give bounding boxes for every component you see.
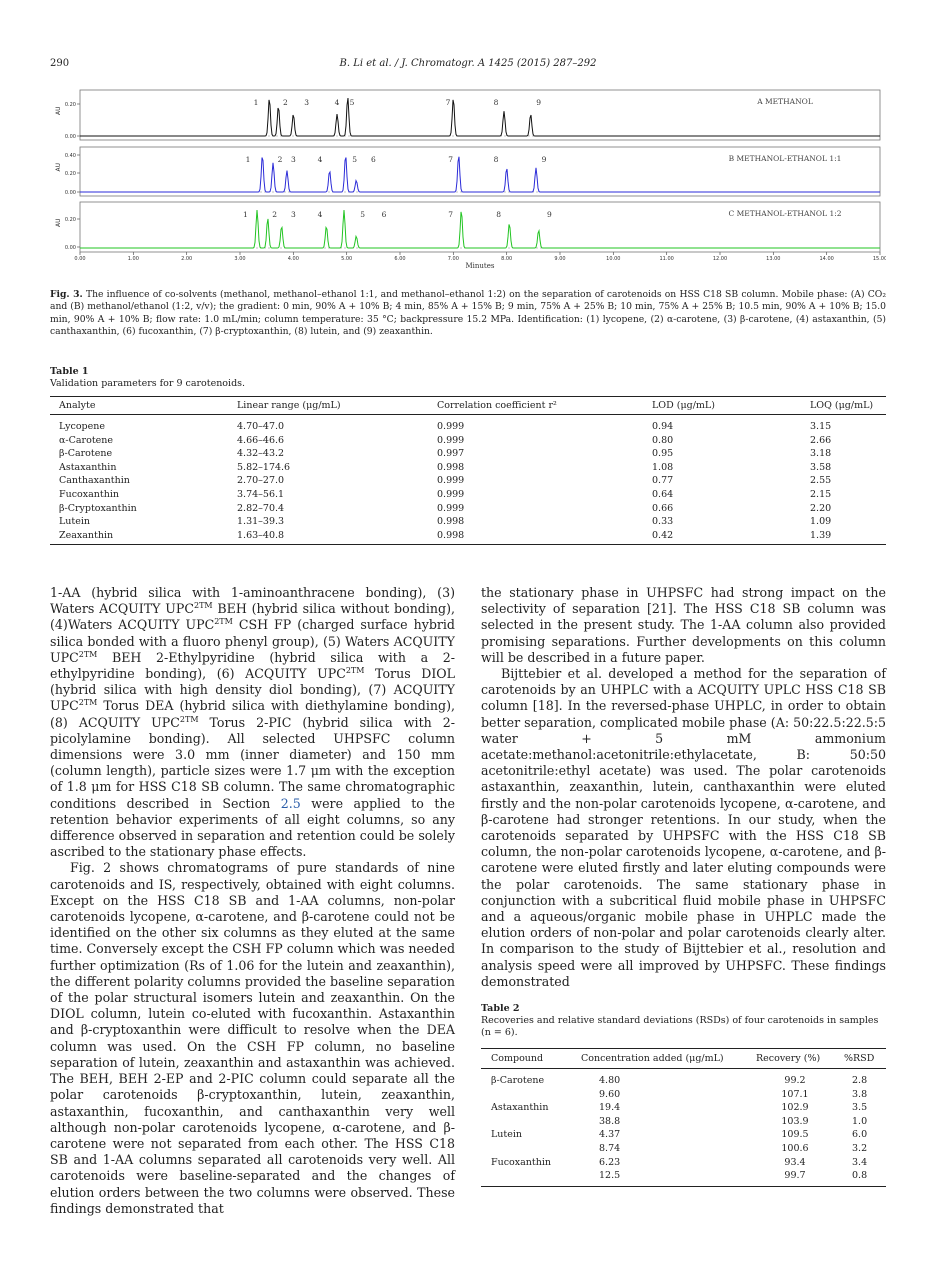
peak-label: 2	[277, 155, 283, 164]
table-cell: 0.77	[652, 475, 674, 487]
x-tick-label: 3.00	[234, 256, 246, 262]
x-tick-label: 13.00	[766, 256, 781, 262]
table1-header: Correlation coefficient r²	[428, 397, 643, 415]
table-cell: 9.60	[599, 1088, 621, 1100]
table-cell: 100.6	[781, 1142, 809, 1154]
y-tick-label: 0.20	[64, 171, 76, 177]
table-cell: 3.5	[852, 1102, 868, 1114]
table-cell: 3.2	[852, 1142, 868, 1154]
table-cell: 2.55	[810, 475, 832, 487]
table1-header: LOQ (μg/mL)	[801, 397, 886, 415]
y-tick-label: 0.00	[64, 245, 76, 251]
table-cell: 12.5	[571, 1169, 746, 1186]
page-number: 290	[50, 58, 70, 69]
table-cell: 3.8	[852, 1088, 868, 1100]
panel-label: C METHANOL-ETHANOL 1:2	[728, 209, 842, 218]
peak-label: 7	[445, 98, 451, 107]
table-cell: 2.82–70.4	[237, 502, 285, 514]
x-tick-label: 2.00	[181, 256, 193, 262]
table-cell: 0.8	[834, 1169, 886, 1186]
x-tick-label: 10.00	[606, 256, 621, 262]
table-cell: 0.66	[652, 502, 674, 514]
table-cell: Lutein	[491, 1129, 523, 1141]
y-axis-label: AU	[55, 106, 62, 115]
table-cell: Zeaxanthin	[50, 529, 228, 545]
x-tick-label: 11.00	[659, 256, 674, 262]
peak-label: 3	[304, 98, 310, 107]
table-cell: 6.23	[599, 1156, 621, 1168]
table-cell: 0.998	[437, 516, 465, 528]
table-cell: 0.999	[437, 421, 465, 432]
table-cell: 2.20	[810, 502, 832, 514]
peak-label: 5	[349, 98, 355, 107]
peak-label: 2	[272, 210, 278, 219]
table-cell: Lycopene	[59, 421, 105, 432]
table-row	[50, 461, 886, 475]
x-tick-label: 5.00	[341, 256, 353, 262]
panel-label: B METHANOL-ETHANOL 1:1	[728, 154, 842, 163]
table-row	[50, 488, 886, 502]
table-cell: 1.08	[652, 461, 674, 473]
table-row	[50, 515, 886, 529]
peak-label: 3	[290, 210, 296, 219]
table-cell: 1.63–40.8	[228, 529, 428, 545]
table-cell: Lutein	[59, 516, 91, 528]
peak-label: 9	[536, 98, 542, 107]
table2-title: Table 2	[481, 1003, 520, 1014]
table-cell: 4.66–46.6	[237, 434, 285, 446]
table2-body	[481, 1069, 886, 1187]
table2-caption-text: Recoveries and relative standard deviations (RSDs) of four carotenoids in samples (n = 6).	[481, 1015, 879, 1038]
table-cell: 0.95	[652, 448, 674, 460]
table-row	[50, 434, 886, 448]
table-cell: 0.998	[428, 529, 643, 545]
table2-header: Recovery (%)	[746, 1049, 834, 1069]
peak-label: 6	[381, 210, 387, 219]
table-cell	[481, 1115, 571, 1129]
y-axis-label: AU	[55, 163, 62, 172]
y-tick-label: 0.00	[64, 190, 76, 196]
figure-caption-text: The influence of co-solvents (methanol, methanol–ethanol 1:1, and methanol–ethanol 1:2) on the separation of carotenoids on HSS C18 SB column. Mobile phase: (A) CO₂ and (B) methanol/ethanol (1:2, v/v); the gradient: 0 min, 90% A + 10% B; 4 min, 85% A + 15% B; 9 min, 75% A + 25% B; 10 min, 75% A + 25% B; 10.5 min, 90% A + 10% B; 15.0 min, 90% A + 10% B; flow rate: 1.0 mL/min; column temperature: 35 °C; backpressure 15.2 MPa. Identification: (1) lycopene, (2) α-carotene, (3) β-carotene, (4) astaxanthin, (5) canthaxanthin, (6) fucoxanthin, (7) β-cryptoxanthin, (8) lutein, and (9) zeaxanthin.	[50, 289, 886, 338]
table-cell: 103.9	[781, 1115, 809, 1127]
table-cell: 0.999	[437, 488, 465, 500]
peak-label: 7	[448, 210, 454, 219]
x-tick-label: 1.00	[127, 256, 139, 262]
y-tick-label: 0.20	[64, 102, 76, 108]
table-cell	[481, 1088, 571, 1102]
table-cell: 2.66	[810, 434, 832, 446]
y-axis-label: AU	[55, 218, 62, 227]
table1-header: LOD (μg/mL)	[643, 397, 801, 415]
y-tick-label: 0.40	[64, 153, 76, 159]
table1-body	[50, 415, 886, 545]
peak-label: 1	[245, 155, 251, 164]
x-tick-label: 14.00	[819, 256, 834, 262]
left-paragraph-1: 1-AA (hybrid silica with 1-aminoanthracene bonding), (3) Waters ACQUITY $UPC^{2TM}$ BEH (hybrid silica without bonding), (4)Waters ACQUITY $UPC^{2TM}$ CSH FP (charged surface hybrid silica bonded with a fluoro phenyl group), (5) Waters ACQUITY $UPC^{2TM}$ BEH 2-Ethylpyridine (hybrid silica with a 2-ethylpyridine bonding), (6) ACQUITY $UPC^{2TM}$ Torus DIOL (hybrid silica with high density diol bonding), (7) ACQUITY $UPC^{2TM}$ Torus DEA (hybrid silica with diethylamine bonding), (8) ACQUITY $UPC^{2TM}$ Torus 2-PIC (hybrid silica with 2-picolylamine bonding). All selected UHPSFC column dimensions were 3.0 mm (inner diameter) and 150 mm (column length), particle sizes were 1.7 μm with the exception of 1.8 μm for HSS C18 SB column. The same chromatographic conditions described in Section 2.5 were applied to the retention behavior experiments of all eight columns, so any difference observed in separation and retention could be solely ascribed to the stationary phase effects.	[50, 585, 455, 860]
x-tick-label: 9.00	[554, 256, 566, 262]
table-cell: 3.58	[810, 461, 832, 473]
table-row	[50, 415, 886, 434]
figure-label: Fig. 3.	[50, 289, 83, 300]
recovery-table	[481, 1048, 886, 1187]
right-column	[481, 585, 886, 990]
x-tick-label: 0.00	[74, 256, 86, 262]
table2-caption	[481, 1003, 886, 1039]
table-cell: 0.64	[652, 488, 674, 500]
table-row	[481, 1088, 886, 1102]
table-cell: 0.42	[643, 529, 801, 545]
x-tick-label: 12.00	[712, 256, 728, 262]
table1-title: Table 1	[50, 366, 89, 377]
table-cell: 4.80	[599, 1075, 621, 1086]
table-cell: 0.997	[437, 448, 465, 460]
table-cell: 6.0	[852, 1129, 868, 1141]
table-cell: 38.8	[599, 1115, 621, 1127]
table-row	[50, 474, 886, 488]
peak-label: 8	[493, 98, 499, 107]
table-cell: 0.94	[652, 421, 674, 432]
peak-label: 2	[282, 98, 288, 107]
table-cell: Fucoxanthin	[59, 488, 119, 500]
chromatogram-svg	[50, 84, 886, 276]
x-tick-label: 15.00	[872, 256, 886, 262]
table-cell: 2.8	[852, 1075, 868, 1086]
table-row	[481, 1169, 886, 1186]
right-paragraph-2: Bijttebier et al. developed a method for the separation of carotenoids by an UHPLC with a ACQUITY UPLC HSS C18 SB column [18]. In the reversed-phase UHPLC, in order to obtain better separation, complicated mobile phase (A: 50:22.5:22.5:5 water + 5 mM ammonium acetate:methanol:acetonitrile:ethylacetate, B: 50:50 acetonitrile:ethyl acetate) was used. The polar carotenoids astaxanthin, zeaxanthin, lutein, canthaxanthin were eluted firstly and the non-polar carotenoids lycopene, α-carotene, and β-carotene had stronger retentions. In our study, when the carotenoids separated by UHPSFC with the HSS C18 SB column, the non-polar carotenoids lycopene, α-carotene, and β-carotene were eluted firstly and later eluting compounds were the polar carotenoids. The same stationary phase in conjunction with a subcritical fluid mobile phase in UHPSFC and a aqueous/organic mobile phase in UHPLC made the elution orders of non-polar and polar carotenoids clearly alter. In comparison to the study of Bijttebier et al., resolution and analysis speed were all improved by UHPSFC. These findings demonstrated	[481, 666, 886, 989]
table1-caption-text: Validation parameters for 9 carotenoids.	[50, 378, 246, 389]
table-cell: 109.5	[781, 1129, 809, 1141]
table-cell: 102.9	[781, 1102, 809, 1114]
peak-label: 3	[290, 155, 296, 164]
x-axis-label: Minutes	[465, 262, 495, 270]
left-paragraph-2: Fig. 2 shows chromatograms of pure standards of nine carotenoids and IS, respectively, obtained with eight columns. Except on the HSS C18 SB and 1-AA columns, non-polar carotenoids lycopene, α-carotene, and β-carotene could not be identified on the other six columns as they eluted at the same time. Conversely except the CSH FP column which was needed further optimization (Rs of 1.06 for the lutein and zeaxanthin), the different polarity columns provided the baseline separation of the polar structural isomers lutein and zeaxanthin. On the DIOL column, lutein co-eluted with fucoxanthin. Astaxanthin and β-cryptoxanthin were difficult to resolve when the DEA column was used. On the CSH FP column, no baseline separation of lutein, zeaxanthin and astaxanthin was achieved. The BEH, BEH 2-EP and 2-PIC column could separate all the polar carotenoids β-cryptoxanthin, lutein, zeaxanthin, astaxanthin, fucoxanthin, and canthaxanthin very well although non-polar carotenoids lycopene, α-carotene, and β-carotene were not separated from each other. The HSS C18 SB and 1-AA columns separated all carotenoids very well. All carotenoids were baseline-separated and the changes of elution orders between the two columns were observed. These findings demonstrated that	[50, 860, 456, 1216]
left-column	[50, 585, 455, 1217]
peak-label: 1	[253, 98, 259, 107]
table1-header: Linear range (μg/mL)	[228, 397, 428, 415]
x-tick-label: 6.00	[394, 256, 406, 262]
right-paragraph-1: the stationary phase in UHPSFC had strong impact on the selectivity of separation [21]. The HSS C18 SB column was selected in the present study. The 1-AA column also provided promising separations. Further developments on this column will be described in a future paper.	[481, 585, 886, 665]
table-cell	[481, 1169, 571, 1186]
panel-label: A METHANOL	[757, 97, 813, 106]
table-row	[481, 1128, 886, 1142]
table1-caption	[50, 366, 886, 390]
x-tick-label: 7.00	[447, 256, 459, 262]
validation-table	[50, 396, 886, 545]
table-row	[50, 502, 886, 516]
table-cell: 3.4	[852, 1156, 868, 1168]
table-cell: β-Cryptoxanthin	[59, 502, 137, 514]
table-row	[50, 447, 886, 461]
table-cell: 3.74–56.1	[237, 488, 285, 500]
table-cell: 19.4	[599, 1102, 621, 1114]
table-cell: 4.70–47.0	[237, 421, 285, 432]
table-cell: 99.7	[746, 1169, 834, 1186]
table-cell: 0.999	[437, 434, 465, 446]
journal-citation: B. Li et al. / J. Chromatogr. A 1425 (2015) 287–292	[339, 58, 597, 69]
peak-label: 5	[352, 155, 358, 164]
table2-header: Compound	[481, 1049, 571, 1069]
table-cell: 99.2	[784, 1075, 806, 1086]
table-cell: 1.0	[852, 1115, 868, 1127]
table-row	[481, 1115, 886, 1129]
table-cell: 0.33	[652, 516, 674, 528]
figure-caption	[50, 289, 886, 339]
table2-header: %RSD	[834, 1049, 886, 1069]
table-cell: 1.31–39.3	[237, 516, 285, 528]
table1-header-row	[50, 397, 886, 415]
table-row	[50, 529, 886, 545]
table-cell: β-Carotene	[491, 1075, 545, 1086]
peak-label: 4	[334, 98, 340, 107]
table2-header: Concentration added (μg/mL)	[571, 1049, 746, 1069]
table-cell: 5.82–174.6	[237, 461, 291, 473]
y-tick-label: 0.20	[64, 217, 76, 223]
peak-label: 9	[541, 155, 547, 164]
table-cell: 2.15	[810, 488, 832, 500]
table-row	[481, 1069, 886, 1088]
x-tick-label: 4.00	[287, 256, 299, 262]
peak-label: 8	[493, 155, 499, 164]
table-cell: 0.999	[437, 502, 465, 514]
table-cell: 0.998	[437, 461, 465, 473]
table-cell: 4.37	[599, 1129, 621, 1141]
x-tick-label: 8.00	[501, 256, 513, 262]
table-cell: 0.80	[652, 434, 674, 446]
table-cell: Astaxanthin	[491, 1102, 549, 1114]
peak-label: 6	[370, 155, 376, 164]
y-tick-label: 0.00	[64, 134, 76, 140]
table1-header: Analyte	[50, 397, 228, 415]
peak-label: 5	[360, 210, 366, 219]
table-row	[481, 1156, 886, 1170]
table-cell: Fucoxanthin	[491, 1156, 551, 1168]
table-cell: 4.32–43.2	[237, 448, 285, 460]
table-row	[481, 1101, 886, 1115]
table-cell: Astaxanthin	[59, 461, 117, 473]
peak-label: 1	[242, 210, 248, 219]
peak-label: 4	[317, 155, 323, 164]
chromatogram-figure	[50, 84, 886, 276]
table-cell: α-Carotene	[59, 434, 113, 446]
table-cell: 8.74	[599, 1142, 621, 1154]
table-cell: 0.999	[437, 475, 465, 487]
table-cell: 107.1	[781, 1088, 809, 1100]
peak-label: 4	[317, 210, 323, 219]
table-cell	[481, 1142, 571, 1156]
peak-label: 7	[448, 155, 454, 164]
running-header	[50, 58, 886, 72]
table-cell: 93.4	[784, 1156, 806, 1168]
peak-label: 9	[546, 210, 552, 219]
table-cell: 2.70–27.0	[237, 475, 285, 487]
table-cell: 1.09	[810, 516, 832, 528]
peak-label: 8	[496, 210, 502, 219]
table-row	[481, 1142, 886, 1156]
table-cell: Canthaxanthin	[59, 475, 130, 487]
table-cell: 1.39	[801, 529, 886, 545]
table-cell: β-Carotene	[59, 448, 113, 460]
table-cell: 3.18	[810, 448, 832, 460]
table2-header-row	[481, 1049, 886, 1069]
table-cell: 3.15	[810, 421, 832, 432]
